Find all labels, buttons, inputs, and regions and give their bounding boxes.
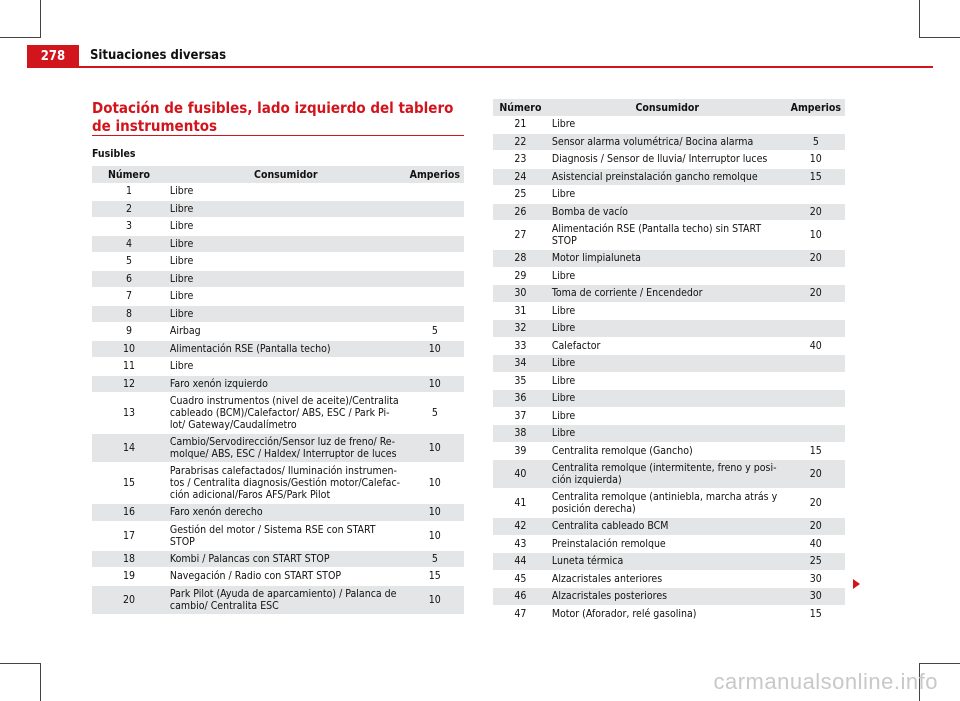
table-row [92, 568, 464, 586]
fuse-number-cell: 18 [92, 550, 166, 568]
table-row [493, 518, 845, 536]
amperes-cell: 25 [787, 553, 845, 571]
consumer-cell: Centralita cableado BCM [548, 518, 787, 536]
table-row [493, 302, 845, 320]
amperes-cell: 10 [406, 434, 464, 463]
table-row [92, 434, 464, 463]
amperes-cell [787, 407, 845, 425]
consumer-cell: Centralita remolque (intermitente, freno y posi-ción izquierda) [548, 460, 787, 489]
amperes-cell: 15 [406, 568, 464, 586]
amperes-cell [787, 267, 845, 285]
table-row [493, 320, 845, 338]
amperes-cell: 20 [787, 250, 845, 268]
fuse-number-cell: 23 [493, 151, 548, 169]
section-title: Dotación de fusibles, lado izquierdo del tablero de instrumentos [92, 99, 454, 135]
table-row [493, 203, 845, 221]
consumer-cell: Faro xenón derecho [166, 504, 406, 522]
fuse-number-cell: 32 [493, 320, 548, 338]
fuse-number-cell: 47 [493, 605, 548, 623]
consumer-cell: Parabrisas calefactados/ Iluminación instrumen-tos / Centralita diagnosis/Gestión motor/Calefac-ción adicional/Faros AFS/Park Pilot [166, 463, 406, 504]
table-row [92, 253, 464, 271]
amperes-cell: 20 [787, 489, 845, 518]
amperes-cell: 15 [787, 168, 845, 186]
fuse-number-cell: 22 [493, 133, 548, 151]
consumer-cell: Libre [548, 186, 787, 204]
table-header-row [493, 99, 845, 116]
amperes-cell [406, 183, 464, 200]
table-row [493, 425, 845, 443]
table-row [92, 200, 464, 218]
consumer-cell: Libre [548, 390, 787, 408]
consumer-cell: Motor limpialuneta [548, 250, 787, 268]
consumer-cell: Asistencial preinstalación gancho remolque [548, 168, 787, 186]
table-row [92, 463, 464, 504]
consumer-cell: Libre [548, 302, 787, 320]
table-row [92, 504, 464, 522]
amperes-cell: 20 [787, 285, 845, 303]
table-row [493, 535, 845, 553]
table-row [493, 267, 845, 285]
fuse-number-cell: 7 [92, 288, 166, 306]
table-row [493, 285, 845, 303]
table-row [493, 168, 845, 186]
fuse-number-cell: 8 [92, 305, 166, 323]
consumer-cell: Airbag [166, 323, 406, 341]
table-row [92, 521, 464, 550]
fuse-table-right [493, 99, 845, 623]
consumer-cell: Motor (Aforador, relé gasolina) [548, 605, 787, 623]
consumer-cell: Libre [548, 355, 787, 373]
table-row [493, 407, 845, 425]
table-row [92, 270, 464, 288]
table-row [493, 355, 845, 373]
amperes-cell [406, 200, 464, 218]
table-row [493, 221, 845, 250]
fuse-number-cell: 12 [92, 375, 166, 393]
fuse-number-cell: 41 [493, 489, 548, 518]
amperes-cell: 20 [787, 460, 845, 489]
crop-mark [920, 37, 960, 38]
amperes-cell: 10 [406, 585, 464, 614]
table-row [92, 585, 464, 614]
consumer-cell: Kombi / Palancas con START STOP [166, 550, 406, 568]
consumer-cell: Preinstalación remolque [548, 535, 787, 553]
fuse-number-cell: 20 [92, 585, 166, 614]
amperes-cell: 10 [406, 340, 464, 358]
table-row [493, 442, 845, 460]
table-row [92, 183, 464, 200]
table-row [92, 305, 464, 323]
consumer-cell: Alzacristales posteriores [548, 588, 787, 606]
consumer-cell: Sensor alarma volumétrica/ Bocina alarma [548, 133, 787, 151]
amperes-cell [787, 372, 845, 390]
fuse-number-cell: 6 [92, 270, 166, 288]
consumer-cell: Libre [166, 288, 406, 306]
consumer-cell: Libre [548, 267, 787, 285]
amperes-cell [406, 253, 464, 271]
consumer-cell: Alimentación RSE (Pantalla techo) [166, 340, 406, 358]
consumer-cell: Libre [166, 358, 406, 376]
table-row [493, 250, 845, 268]
fuse-number-cell: 21 [493, 116, 548, 133]
table-row [92, 358, 464, 376]
fuse-table-left [92, 166, 464, 615]
fuse-number-cell: 34 [493, 355, 548, 373]
amperes-cell [787, 320, 845, 338]
amperes-cell [406, 270, 464, 288]
fuse-number-cell: 13 [92, 393, 166, 434]
fuse-number-cell: 42 [493, 518, 548, 536]
amperes-cell: 10 [406, 463, 464, 504]
fuse-number-cell: 15 [92, 463, 166, 504]
consumer-cell: Gestión del motor / Sistema RSE con START STOP [166, 521, 406, 550]
crop-mark [920, 663, 960, 664]
table-row [493, 337, 845, 355]
fuse-number-cell: 30 [493, 285, 548, 303]
consumer-cell: Luneta térmica [548, 553, 787, 571]
consumer-cell: Libre [166, 253, 406, 271]
fuse-number-cell: 43 [493, 535, 548, 553]
consumer-cell: Libre [166, 200, 406, 218]
fuse-number-cell: 3 [92, 218, 166, 236]
column-header-amperes: Amperios [787, 99, 845, 116]
table-row [493, 186, 845, 204]
consumer-cell: Alimentación RSE (Pantalla techo) sin START STOP [548, 221, 787, 250]
amperes-cell: 5 [406, 393, 464, 434]
amperes-cell [406, 305, 464, 323]
fuse-number-cell: 16 [92, 504, 166, 522]
fuse-number-cell: 33 [493, 337, 548, 355]
table-row [92, 393, 464, 434]
fuse-number-cell: 14 [92, 434, 166, 463]
fuse-number-cell: 39 [493, 442, 548, 460]
consumer-cell: Cambio/Servodirección/Sensor luz de freno/ Re-molque/ ABS, ESC / Haldex/ Interruptor de luces [166, 434, 406, 463]
column-header-consumer: Consumidor [548, 99, 787, 116]
consumer-cell: Centralita remolque (Gancho) [548, 442, 787, 460]
amperes-cell: 30 [787, 570, 845, 588]
fuse-number-cell: 9 [92, 323, 166, 341]
continuation-arrow-icon [853, 579, 860, 589]
amperes-cell: 10 [406, 504, 464, 522]
amperes-cell: 40 [787, 337, 845, 355]
crop-mark [919, 0, 920, 38]
amperes-cell [406, 288, 464, 306]
fuse-number-cell: 45 [493, 570, 548, 588]
fuse-number-cell: 4 [92, 235, 166, 253]
table-row [92, 235, 464, 253]
table-row [493, 489, 845, 518]
amperes-cell: 5 [787, 133, 845, 151]
table-body-right [493, 116, 845, 623]
fuse-number-cell: 28 [493, 250, 548, 268]
amperes-cell [406, 218, 464, 236]
amperes-cell: 40 [787, 535, 845, 553]
consumer-cell: Libre [548, 372, 787, 390]
amperes-cell [406, 235, 464, 253]
consumer-cell: Navegación / Radio con START STOP [166, 568, 406, 586]
fuse-number-cell: 31 [493, 302, 548, 320]
fuse-number-cell: 27 [493, 221, 548, 250]
table-row [493, 460, 845, 489]
fuse-number-cell: 25 [493, 186, 548, 204]
table-header-row [92, 166, 464, 183]
amperes-cell: 10 [787, 221, 845, 250]
crop-mark [40, 0, 41, 38]
fuse-number-cell: 38 [493, 425, 548, 443]
consumer-cell: Bomba de vacío [548, 203, 787, 221]
running-title: Situaciones diversas [90, 48, 227, 63]
fuse-number-cell: 5 [92, 253, 166, 271]
table-row [493, 605, 845, 623]
consumer-cell: Libre [548, 320, 787, 338]
consumer-cell: Cuadro instrumentos (nivel de aceite)/Centralita cableado (BCM)/Calefactor/ ABS, ESC / Park Pi-lot/ Gateway/Caudalímetro [166, 393, 406, 434]
amperes-cell [787, 425, 845, 443]
consumer-cell: Libre [166, 270, 406, 288]
table-row [493, 553, 845, 571]
table-row [493, 570, 845, 588]
amperes-cell: 5 [406, 323, 464, 341]
consumer-cell: Alzacristales anteriores [548, 570, 787, 588]
fuses-subheading: Fusibles [92, 148, 136, 160]
table-row [493, 116, 845, 133]
table-row [493, 588, 845, 606]
amperes-cell [787, 302, 845, 320]
table-row [493, 133, 845, 151]
amperes-cell [787, 390, 845, 408]
consumer-cell: Calefactor [548, 337, 787, 355]
amperes-cell: 10 [787, 151, 845, 169]
consumer-cell: Diagnosis / Sensor de lluvia/ Interruptor luces [548, 151, 787, 169]
consumer-cell: Centralita remolque (antiniebla, marcha atrás y posición derecha) [548, 489, 787, 518]
fuse-number-cell: 19 [92, 568, 166, 586]
page-number: 278 [40, 48, 66, 64]
amperes-cell: 30 [787, 588, 845, 606]
consumer-cell: Libre [548, 116, 787, 133]
fuse-number-cell: 44 [493, 553, 548, 571]
table-row [493, 372, 845, 390]
table-row [92, 550, 464, 568]
column-header-amperes: Amperios [406, 166, 464, 183]
fuse-number-cell: 29 [493, 267, 548, 285]
table-row [92, 218, 464, 236]
fuse-number-cell: 17 [92, 521, 166, 550]
column-header-number: Número [493, 99, 548, 116]
fuse-number-cell: 37 [493, 407, 548, 425]
consumer-cell: Libre [166, 218, 406, 236]
consumer-cell: Libre [548, 425, 787, 443]
amperes-cell [787, 116, 845, 133]
amperes-cell: 10 [406, 521, 464, 550]
fuse-number-cell: 35 [493, 372, 548, 390]
fuse-number-cell: 46 [493, 588, 548, 606]
consumer-cell: Libre [548, 407, 787, 425]
fuse-number-cell: 40 [493, 460, 548, 489]
amperes-cell: 5 [406, 550, 464, 568]
table-row [92, 375, 464, 393]
amperes-cell: 15 [787, 605, 845, 623]
consumer-cell: Park Pilot (Ayuda de aparcamiento) / Palanca de cambio/ Centralita ESC [166, 585, 406, 614]
fuse-number-cell: 1 [92, 183, 166, 200]
consumer-cell: Libre [166, 235, 406, 253]
consumer-cell: Libre [166, 183, 406, 200]
table-row [493, 390, 845, 408]
fuse-number-cell: 36 [493, 390, 548, 408]
section-rule [92, 135, 464, 136]
amperes-cell: 10 [406, 375, 464, 393]
amperes-cell [787, 355, 845, 373]
fuse-number-cell: 26 [493, 203, 548, 221]
table-row [493, 151, 845, 169]
fuse-number-cell: 2 [92, 200, 166, 218]
table-body-left [92, 183, 464, 614]
watermark: carmanualsonline.info [713, 669, 938, 694]
crop-mark [0, 663, 40, 664]
crop-mark [0, 37, 40, 38]
column-header-number: Número [92, 166, 166, 183]
table-row [92, 340, 464, 358]
amperes-cell [787, 186, 845, 204]
header-rule [27, 66, 933, 68]
fuse-number-cell: 10 [92, 340, 166, 358]
amperes-cell: 20 [787, 518, 845, 536]
fuse-number-cell: 11 [92, 358, 166, 376]
amperes-cell: 15 [787, 442, 845, 460]
fuse-number-cell: 24 [493, 168, 548, 186]
amperes-cell [406, 358, 464, 376]
consumer-cell: Faro xenón izquierdo [166, 375, 406, 393]
table-row [92, 288, 464, 306]
crop-mark [40, 663, 41, 701]
consumer-cell: Toma de corriente / Encendedor [548, 285, 787, 303]
amperes-cell: 20 [787, 203, 845, 221]
table-row [92, 323, 464, 341]
consumer-cell: Libre [166, 305, 406, 323]
column-header-consumer: Consumidor [166, 166, 406, 183]
